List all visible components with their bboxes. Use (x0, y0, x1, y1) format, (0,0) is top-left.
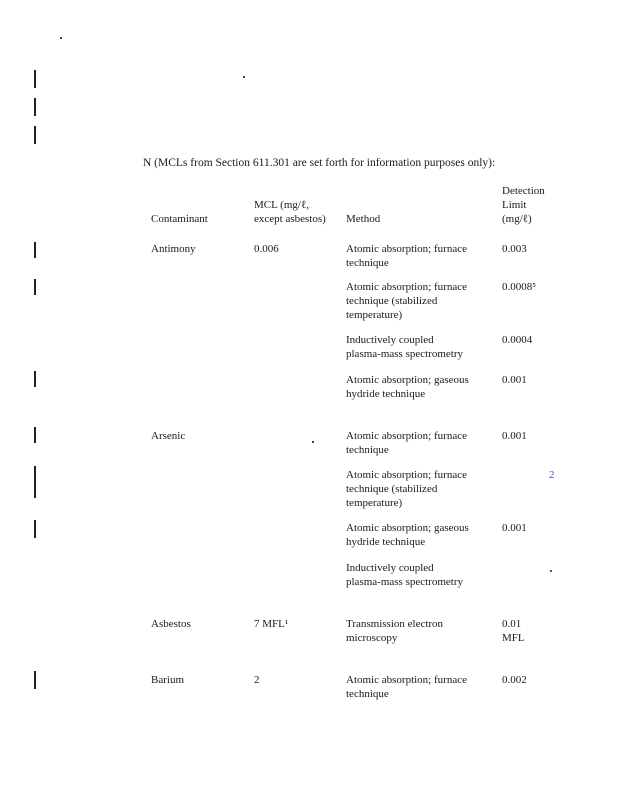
cell-detection-limit: 0.003 (502, 243, 527, 255)
header-detection-line: Limit (502, 199, 527, 211)
method-line: Inductively coupled (346, 334, 434, 346)
cell-detection-limit: 0.001 (502, 430, 527, 442)
cell-method (346, 468, 467, 510)
cell-detection-limit: 0.001 (502, 374, 527, 386)
cell-mcl: 7 MFL¹ (254, 618, 289, 630)
cell-method (346, 333, 463, 361)
cell-contaminant: Asbestos (151, 618, 191, 630)
method-line: technique (346, 257, 389, 269)
method-line: Atomic absorption; furnace (346, 281, 467, 293)
revision-bar (34, 427, 36, 443)
cell-contaminant: Arsenic (151, 430, 186, 442)
header-mcl-line: MCL (mg/ℓ, (254, 199, 309, 211)
method-line: microscopy (346, 632, 398, 644)
header-detection-limit (502, 184, 545, 226)
header-detection-line: Detection (502, 185, 545, 197)
method-line: Atomic absorption; furnace (346, 674, 467, 686)
header-detection-line: (mg/ℓ) (502, 213, 532, 225)
method-line: Atomic absorption; gaseous (346, 374, 469, 386)
method-line: hydride technique (346, 388, 426, 400)
header-contaminant: Contaminant (151, 213, 208, 225)
cell-method (346, 673, 467, 701)
method-line: Atomic absorption; gaseous (346, 522, 469, 534)
cell-contaminant: Barium (151, 674, 184, 686)
cell-detection-limit: 2 (549, 469, 555, 481)
revision-bar (34, 70, 36, 88)
cell-detection-limit: 0.0008⁵ (502, 281, 537, 293)
header-mcl-line: except asbestos) (254, 213, 326, 225)
intro-text: N (MCLs from Section 611.301 are set forth for information purposes only): (143, 157, 496, 169)
method-line: technique (stabilized (346, 483, 438, 495)
method-line: Inductively coupled (346, 562, 434, 574)
cell-detection-limit: 0.0004 (502, 334, 533, 346)
cell-detection-limit: 0.001 (502, 522, 527, 534)
header-mcl (254, 198, 326, 226)
method-line: Atomic absorption; furnace (346, 430, 467, 442)
cell-method (346, 373, 469, 401)
method-line: Atomic absorption; furnace (346, 243, 467, 255)
cell-method (346, 429, 467, 457)
cell-method (346, 561, 463, 589)
revision-bar (34, 279, 36, 295)
cell-method (346, 617, 443, 645)
cell-detection-limit: 0.002 (502, 674, 527, 686)
revision-bar (34, 671, 36, 689)
method-line: Atomic absorption; furnace (346, 469, 467, 481)
cell-method (346, 521, 469, 549)
cell-contaminant: Antimony (151, 243, 196, 255)
method-line: temperature) (346, 497, 403, 509)
revision-bar (34, 126, 36, 144)
method-line: hydride technique (346, 536, 426, 548)
cell-method (346, 242, 467, 270)
revision-bar (34, 520, 36, 538)
scan-speck (243, 76, 245, 78)
revision-bar (34, 466, 36, 498)
method-line: plasma-mass spectrometry (346, 348, 463, 360)
revision-bar (34, 98, 36, 116)
cell-mcl: 0.006 (254, 243, 279, 255)
header-method: Method (346, 213, 381, 225)
method-line: technique (346, 688, 389, 700)
cell-mcl: 2 (254, 674, 260, 686)
revision-bar (34, 242, 36, 258)
revision-bar (34, 371, 36, 387)
method-line: technique (346, 444, 389, 456)
cell-method (346, 280, 467, 322)
method-line: plasma-mass spectrometry (346, 576, 463, 588)
method-line: Transmission electron (346, 618, 444, 630)
cell-detection-limit: 0.01 MFL (502, 618, 525, 644)
scan-speck (550, 570, 552, 572)
scan-speck (60, 37, 62, 39)
method-line: technique (stabilized (346, 295, 438, 307)
method-line: temperature) (346, 309, 403, 321)
scan-speck (312, 441, 314, 443)
